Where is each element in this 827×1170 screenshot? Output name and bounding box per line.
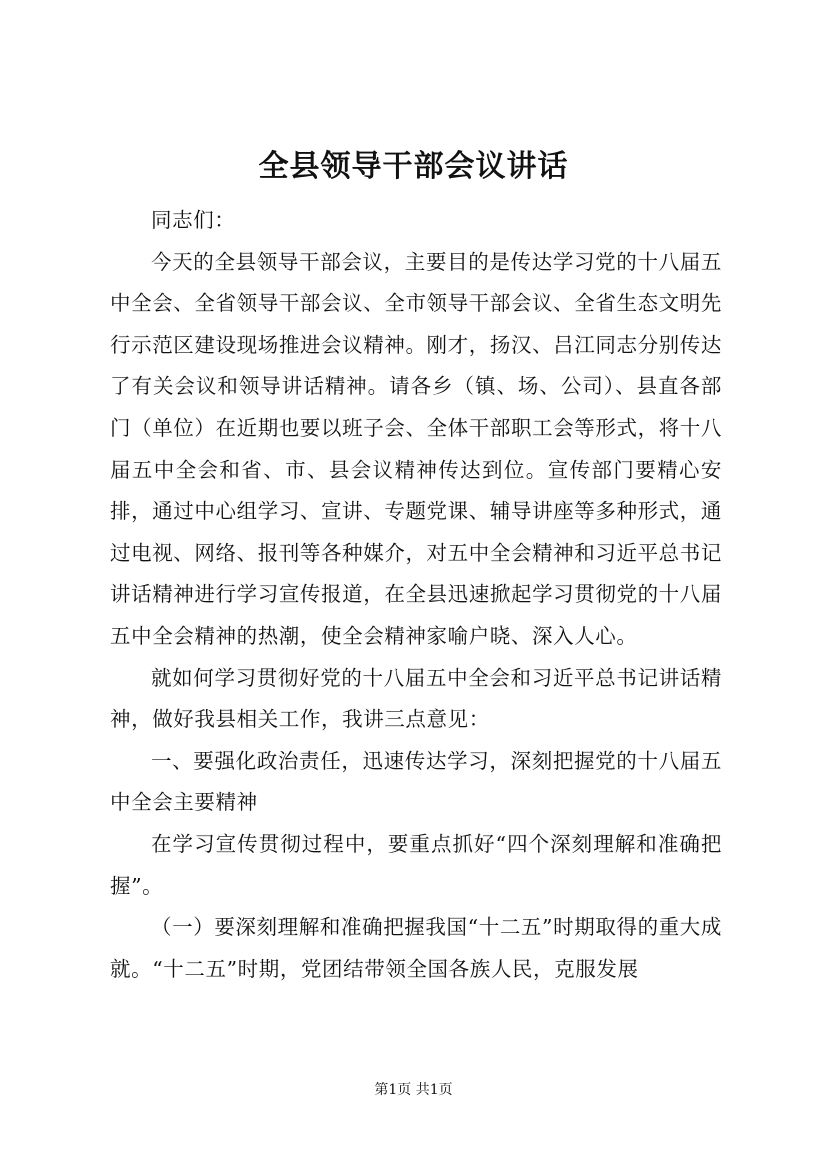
section-heading: 一、要强化政治责任，迅速传达学习，深刻把握党的十八届五中全会主要精神 xyxy=(110,748,722,815)
document-title: 全县领导干部会议讲话 xyxy=(258,149,569,184)
page-number-footer: 第1页 共1页 xyxy=(374,1082,453,1098)
salutation-paragraph: 同志们： xyxy=(151,208,236,232)
body-paragraph: 今天的全县领导干部会议，主要目的是传达学习党的十八届五中全会、全省领导干部会议、全市领导干部会议、全省生态文明先行示范区建设现场推进会议精神。刚才，扬汉、吕江同志分别传达了有关会议和领导讲话精神。请各乡（镇、场、公司）、县直各部门（单位）在近期也要以班子会、全体干部职工会等形式，将十八届五中全会和省、市、县会议精神传达到位。宣传部门要精心安排，通过中心组学习、宣讲、专题党课、辅导讲座等多种形式，通过电视、网络、报刊等各种媒介，对五中全会精神和习近平总书记讲话精神进行学习宣传报道，在全县迅速掀起学习贯彻党的十八届五中全会精神的热潮，使全会精神家喻户晓、深入人心。 xyxy=(110,249,722,648)
subsection-paragraph: （一）要深刻理解和准确把握我国“十二五”时期取得的重大成就。“十二五”时期，党团结带领全国各族人民，克服发展 xyxy=(110,915,722,981)
body-paragraph: 就如何学习贯彻好党的十八届五中全会和习近平总书记讲话精神，做好我县相关工作，我讲三点意见： xyxy=(110,665,722,732)
body-paragraph: 在学习宣传贯彻过程中，要重点抓好“四个深刻理解和准确把握”。 xyxy=(110,831,722,898)
document-body xyxy=(110,200,722,990)
